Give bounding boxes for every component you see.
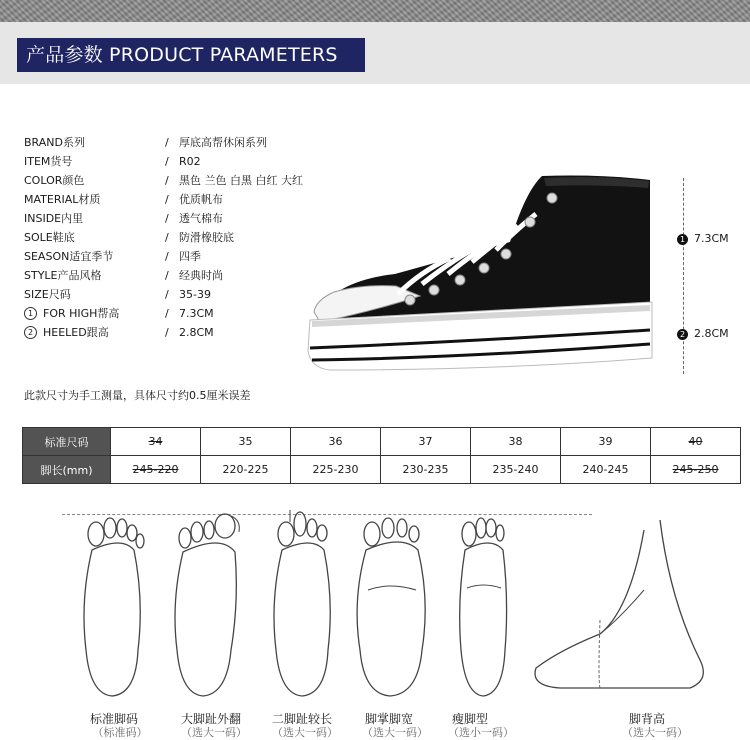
standard-foot-icon: [72, 510, 152, 700]
param-separator: /: [165, 174, 169, 187]
param-label: STYLE产品风格: [24, 269, 102, 282]
foot-type-advice: （选大一码）: [622, 726, 688, 739]
param-value: 35-39: [179, 288, 211, 301]
foot-type-advice: （选大一码）: [272, 726, 338, 739]
param-value: 黑色 兰色 白黑 白红 大红: [179, 174, 303, 187]
foot-type-label: 标准脚码: [90, 712, 139, 726]
size-row: [23, 428, 741, 456]
param-label: SEASON适宜季节: [24, 250, 114, 263]
size-cell: 35: [201, 428, 291, 456]
foot-type-advice: （标准码）: [92, 726, 148, 739]
foot-type-advice: （选小一码）: [448, 726, 514, 739]
height-measure-guide: [670, 178, 750, 378]
param-separator: /: [165, 326, 169, 339]
param-separator: /: [165, 307, 169, 320]
circled-number-marker: 2: [677, 329, 688, 340]
size-cell: 38: [471, 428, 561, 456]
param-value: 2.8CM: [179, 326, 214, 339]
param-separator: /: [165, 250, 169, 263]
size-chart-table: [22, 427, 741, 484]
circled-number-marker: 1: [24, 307, 37, 320]
param-label: BRAND系列: [24, 136, 85, 149]
upper-height-value: 7.3CM: [694, 232, 729, 245]
param-label-text: FOR HIGH帮高: [43, 307, 120, 320]
param-value: R02: [179, 155, 201, 168]
size-cell: 40: [651, 428, 741, 456]
param-label: [24, 304, 119, 323]
param-value: 厚底高帮休闲系列: [179, 136, 267, 149]
size-cell: 39: [561, 428, 651, 456]
param-value: 防滑橡胶底: [179, 231, 234, 244]
foot-length-row: [23, 456, 741, 484]
foot-length-cell: 225-230: [291, 456, 381, 484]
high-instep-foot-icon: [520, 510, 720, 700]
param-label: SOLE鞋底: [24, 231, 75, 244]
foot-length-row-header: 脚长(mm): [23, 456, 111, 484]
foot-type-advice: （选大一码）: [362, 726, 428, 739]
size-cell: 34: [111, 428, 201, 456]
circled-number-marker: 2: [24, 326, 37, 339]
param-separator: /: [165, 136, 169, 149]
foot-type-label: 脚背高: [629, 712, 666, 726]
long-second-toe-foot-icon: [262, 510, 342, 700]
measure-dashed-line: [683, 178, 684, 374]
circled-number-marker: 1: [677, 234, 688, 245]
size-row-header: 标准尺码: [23, 428, 111, 456]
param-label: INSIDE内里: [24, 212, 84, 225]
slim-foot-icon: [445, 510, 520, 700]
param-value: 透气棉布: [179, 212, 223, 225]
foot-type-label: 瘦脚型: [452, 712, 489, 726]
size-cell: 36: [291, 428, 381, 456]
wide-foot-icon: [350, 510, 435, 700]
param-separator: /: [165, 193, 169, 206]
param-label: [24, 323, 109, 342]
param-label: MATERIAL材质: [24, 193, 101, 206]
param-value: 四季: [179, 250, 201, 263]
foot-type-label: 大脚趾外翻: [181, 712, 242, 726]
sneaker-image: [300, 162, 660, 382]
param-value: 经典时尚: [179, 269, 223, 282]
param-separator: /: [165, 155, 169, 168]
foot-length-cell: 245-250: [651, 456, 741, 484]
param-label: COLOR颜色: [24, 174, 85, 187]
param-label-text: HEELED跟高: [43, 326, 109, 339]
param-separator: /: [165, 269, 169, 282]
foot-type-advice: （选大一码）: [181, 726, 247, 739]
param-value: 优质帆布: [179, 193, 223, 206]
texture-banner: [0, 0, 750, 22]
section-title: 产品参数 PRODUCT PARAMETERS: [17, 38, 365, 72]
foot-length-cell: 240-245: [561, 456, 651, 484]
foot-type-label: 二脚趾较长: [272, 712, 333, 726]
bunion-foot-icon: [165, 510, 250, 700]
heel-height-value: 2.8CM: [694, 327, 729, 340]
param-separator: /: [165, 288, 169, 301]
foot-length-cell: 245-220: [111, 456, 201, 484]
foot-length-cell: 230-235: [381, 456, 471, 484]
param-value: 7.3CM: [179, 307, 214, 320]
param-label: SIZE尺码: [24, 288, 71, 301]
size-cell: 37: [381, 428, 471, 456]
foot-length-cell: 235-240: [471, 456, 561, 484]
param-separator: /: [165, 231, 169, 244]
foot-length-cell: 220-225: [201, 456, 291, 484]
param-separator: /: [165, 212, 169, 225]
foot-type-label: 脚掌脚宽: [365, 712, 414, 726]
param-label: ITEM货号: [24, 155, 73, 168]
measurement-note: 此款尺寸为手工测量，具体尺寸约0.5厘米误差: [24, 389, 251, 402]
